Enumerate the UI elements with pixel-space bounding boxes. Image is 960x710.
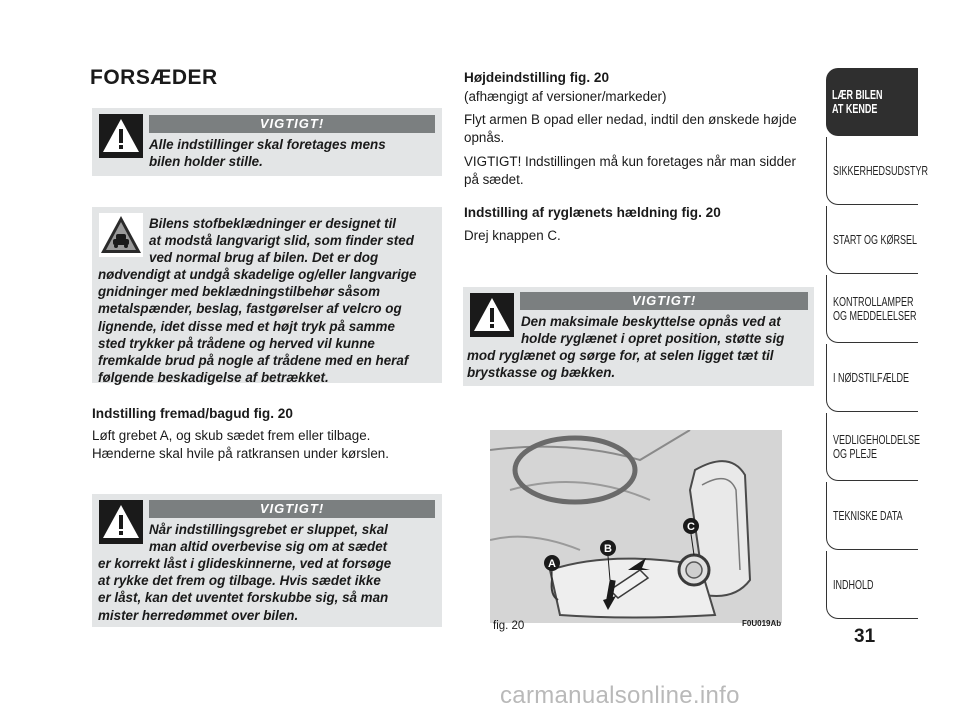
height-subtitle: (afhængigt af versioner/markeder) bbox=[464, 89, 667, 104]
watermark: carmanualsonline.info bbox=[500, 682, 740, 709]
height-heading: Højdeindstilling fig. 20 bbox=[464, 70, 610, 85]
recline-text: Drej knappen C. bbox=[464, 228, 561, 243]
warning-banner: VIGTIGT! bbox=[149, 500, 435, 518]
warning-text: mod ryglænet og sørge for, at selen ligget tæt til brystkasse og bækken. bbox=[467, 348, 774, 381]
tab-tekniske-data[interactable] bbox=[826, 482, 918, 550]
figure-caption: fig. 20 bbox=[493, 620, 525, 632]
warning-text-indent: Når indstillingsgrebet er sluppet, skal man altid overbevise sig om at sædet bbox=[149, 522, 388, 555]
figure-label-a: A bbox=[548, 558, 556, 570]
warning-triangle-icon bbox=[99, 114, 143, 158]
page-number: 31 bbox=[854, 626, 876, 647]
tab-indhold[interactable] bbox=[826, 551, 918, 619]
upholstery-note-text: nødvendigt at undgå skadelige og/eller langvarige gnidninger med beklædningstilbehør såsom metalspænder, beslag, fastgørelser af velcro og lignende, idet disse med et højt tryk på samme sted trykker på trådene og herved vil kunne fremkalde brud på nogle af trådene med en heraf følgende beskadigelse af betrækket. bbox=[98, 267, 417, 386]
tab-label: INDHOLD bbox=[833, 577, 874, 592]
warning-box-settings bbox=[92, 108, 442, 176]
warning-text-indent: Den maksimale beskyttelse opnås ved at holde ryglænet i opret position, støtte sig bbox=[521, 314, 785, 347]
warning-text: Alle indstillinger skal foretages mens bilen holder stille. bbox=[149, 137, 386, 170]
warning-banner: VIGTIGT! bbox=[520, 292, 808, 310]
seat-illustration bbox=[490, 430, 782, 623]
warning-banner: VIGTIGT! bbox=[149, 115, 435, 133]
page-title: FORSÆDER bbox=[90, 66, 218, 89]
forward-backward-heading: Indstilling fremad/bagud fig. 20 bbox=[92, 406, 293, 421]
seat-figure bbox=[490, 430, 782, 623]
warning-triangle-icon bbox=[470, 293, 514, 337]
seat-upholstery-icon bbox=[99, 213, 143, 257]
warning-box-backrest bbox=[463, 287, 814, 386]
height-note: VIGTIGT! Indstillingen må kun foretages når man sidder på sædet. bbox=[464, 154, 796, 187]
warning-triangle-icon bbox=[99, 500, 143, 544]
tab-vedligeholdelse[interactable] bbox=[826, 413, 921, 481]
tab-label: LÆR BILEN AT KENDE bbox=[832, 88, 883, 116]
figure-label-b: B bbox=[604, 543, 612, 555]
height-text: Flyt armen B opad eller nedad, indtil den ønskede højde opnås. bbox=[464, 112, 797, 145]
tab-label: TEKNISKE DATA bbox=[833, 508, 903, 523]
forward-backward-text: Løft grebet A, og skub sædet frem eller tilbage. Hænderne skal hvile på ratkransen under kørslen. bbox=[92, 428, 389, 461]
tab-i-nodstilfaelde[interactable] bbox=[826, 344, 918, 412]
upholstery-note-box bbox=[92, 207, 442, 386]
tab-sikkerhedsudstyr[interactable] bbox=[826, 137, 929, 205]
tab-laer-bilen-at-kende[interactable] bbox=[826, 68, 918, 136]
upholstery-note-text-indent: Bilens stofbeklædninger er designet til at modstå langvarigt slid, som finder sted ved normal brug af bilen. Det er dog bbox=[149, 216, 414, 266]
figure-code: F0U019Ab bbox=[742, 619, 782, 628]
recline-heading: Indstilling af ryglænets hældning fig. 20 bbox=[464, 205, 721, 220]
tab-label: VEDLIGEHOLDELSE OG PLEJE bbox=[833, 432, 921, 461]
tab-label: SIKKERHEDSUDSTYR bbox=[833, 163, 929, 178]
figure-label-c: C bbox=[687, 521, 695, 533]
tab-label: START OG KØRSEL bbox=[833, 232, 918, 247]
tab-label: I NØDSTILFÆLDE bbox=[833, 370, 910, 385]
tab-label: KONTROLLAMPER OG MEDDELELSER bbox=[833, 294, 917, 323]
chapter-sidebar bbox=[826, 68, 929, 620]
tab-start-og-korsel[interactable] bbox=[826, 206, 918, 274]
warning-box-lever bbox=[92, 494, 442, 627]
tab-kontrollamper[interactable] bbox=[826, 275, 918, 343]
warning-text: er korrekt låst i glideskinnerne, ved at forsøge at rykke det frem og tilbage. Hvis sædet ikke er låst, kan det uventet forskubbe sig, så man mister herredømmet over bilen. bbox=[98, 556, 392, 623]
